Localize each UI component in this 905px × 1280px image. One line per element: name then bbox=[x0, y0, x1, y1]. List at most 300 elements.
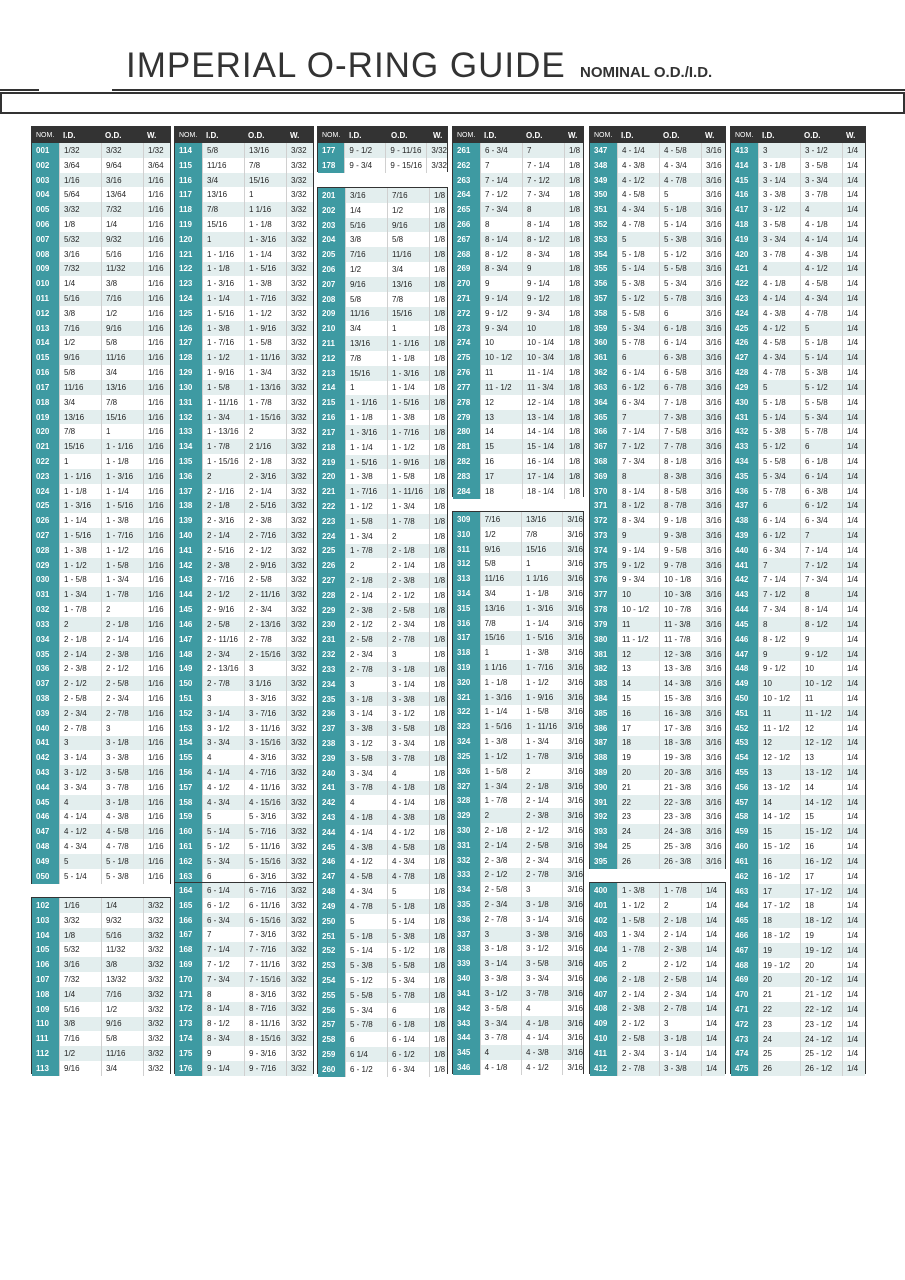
od-cell: 3 bbox=[387, 647, 429, 662]
table-row bbox=[32, 573, 170, 588]
od-cell: 5 - 3/8 bbox=[800, 365, 842, 380]
width-cell: 3/16 bbox=[562, 660, 583, 675]
table-row bbox=[32, 913, 170, 928]
width-cell: 3/32 bbox=[286, 691, 313, 706]
od-cell: 19 - 1/2 bbox=[800, 943, 842, 958]
table-row bbox=[590, 276, 725, 291]
od-cell: 1 - 1/8 bbox=[387, 351, 429, 366]
header-nom-cell: NOM. bbox=[594, 131, 613, 139]
width-cell: 3/32 bbox=[143, 1031, 170, 1046]
nom-cell: 379 bbox=[590, 617, 617, 632]
width-cell: 3/16 bbox=[701, 276, 725, 291]
od-cell: 19 bbox=[800, 928, 842, 943]
od-cell: 5 - 7/16 bbox=[244, 824, 286, 839]
table-row bbox=[175, 750, 313, 765]
table-row bbox=[318, 573, 447, 588]
width-cell: 1/16 bbox=[143, 513, 170, 528]
id-cell: 5 - 3/4 bbox=[345, 1003, 387, 1018]
nom-cell: 428 bbox=[731, 365, 758, 380]
nom-cell: 350 bbox=[590, 187, 617, 202]
width-cell: 1/8 bbox=[429, 425, 447, 440]
id-cell: 13 bbox=[617, 661, 659, 676]
table-row bbox=[590, 661, 725, 676]
width-cell: 1/4 bbox=[842, 987, 865, 1002]
table-row bbox=[318, 262, 447, 277]
table-row bbox=[175, 336, 313, 351]
width-cell: 3/32 bbox=[286, 439, 313, 454]
od-cell: 4 - 1/8 bbox=[521, 1016, 562, 1031]
width-cell: 3/32 bbox=[286, 927, 313, 942]
table-row bbox=[175, 424, 313, 439]
table-row bbox=[731, 439, 865, 454]
table-row bbox=[318, 558, 447, 573]
width-cell: 1/32 bbox=[143, 143, 170, 158]
width-cell: 1/4 bbox=[842, 854, 865, 869]
id-cell: 5 - 1/4 bbox=[345, 943, 387, 958]
id-cell: 3 - 1/8 bbox=[345, 692, 387, 707]
width-cell: 3/16 bbox=[701, 721, 725, 736]
table-row bbox=[32, 350, 170, 365]
nom-cell: 467 bbox=[731, 943, 758, 958]
id-cell: 6 bbox=[617, 350, 659, 365]
od-cell: 4 - 1/4 bbox=[521, 1030, 562, 1045]
table-row bbox=[590, 306, 725, 321]
width-cell: 3/32 bbox=[286, 350, 313, 365]
nom-cell: 431 bbox=[731, 410, 758, 425]
id-cell: 6 - 1/4 bbox=[758, 513, 800, 528]
table-row bbox=[590, 957, 725, 972]
id-cell: 1 - 1/4 bbox=[345, 440, 387, 455]
width-cell: 1/8 bbox=[429, 440, 447, 455]
nom-cell: 392 bbox=[590, 810, 617, 825]
nom-cell: 234 bbox=[318, 677, 345, 692]
od-cell: 3 bbox=[659, 1016, 701, 1031]
width-cell: 3/32 bbox=[286, 173, 313, 188]
nom-cell: 334 bbox=[453, 882, 480, 897]
od-cell: 5 - 11/16 bbox=[244, 839, 286, 854]
id-cell: 5 bbox=[617, 232, 659, 247]
od-cell: 10 bbox=[522, 321, 564, 336]
id-cell: 2 - 1/8 bbox=[345, 573, 387, 588]
nom-cell: 012 bbox=[32, 306, 59, 321]
width-cell: 3/32 bbox=[286, 957, 313, 972]
table-row bbox=[590, 987, 725, 1002]
id-cell: 2 - 1/8 bbox=[59, 632, 101, 647]
od-cell: 20 bbox=[800, 958, 842, 973]
width-cell: 1/8 bbox=[429, 218, 447, 233]
id-cell: 1/2 bbox=[345, 262, 387, 277]
table-row bbox=[731, 528, 865, 543]
header-width-cell: W. bbox=[705, 130, 715, 140]
table-row bbox=[175, 143, 313, 158]
nom-cell: 324 bbox=[453, 734, 480, 749]
id-cell: 5/64 bbox=[59, 187, 101, 202]
nom-cell: 444 bbox=[731, 602, 758, 617]
nom-cell: 336 bbox=[453, 912, 480, 927]
width-cell: 1/4 bbox=[842, 499, 865, 514]
width-cell: 1/8 bbox=[429, 410, 447, 425]
id-cell: 3 - 1/4 bbox=[59, 750, 101, 765]
id-cell: 5/16 bbox=[345, 218, 387, 233]
table-row bbox=[590, 262, 725, 277]
od-cell: 3 - 1/8 bbox=[101, 736, 143, 751]
id-cell: 3 - 1/2 bbox=[59, 765, 101, 780]
od-cell: 5 - 3/8 bbox=[659, 232, 701, 247]
od-cell: 5 - 3/4 bbox=[800, 410, 842, 425]
od-cell: 18 - 1/2 bbox=[800, 913, 842, 928]
width-cell: 3/16 bbox=[562, 882, 583, 897]
id-cell: 1 - 5/16 bbox=[480, 719, 521, 734]
table-row bbox=[453, 705, 583, 720]
nom-cell: 370 bbox=[590, 484, 617, 499]
table-row bbox=[318, 632, 447, 647]
table-row bbox=[175, 987, 313, 1002]
table-group bbox=[452, 511, 584, 1074]
id-cell: 1 - 9/16 bbox=[202, 365, 244, 380]
table-group bbox=[452, 126, 584, 497]
width-cell: 1/8 bbox=[429, 958, 447, 973]
od-cell: 6 - 1/8 bbox=[659, 321, 701, 336]
id-cell: 1 - 1/8 bbox=[345, 410, 387, 425]
od-cell: 7 - 3/8 bbox=[659, 410, 701, 425]
width-cell: 3/16 bbox=[701, 187, 725, 202]
od-cell: 22 - 1/2 bbox=[800, 1002, 842, 1017]
id-cell: 5/32 bbox=[59, 232, 101, 247]
table-row bbox=[590, 454, 725, 469]
header-rule-left bbox=[0, 89, 39, 91]
id-cell: 9 - 1/2 bbox=[480, 306, 522, 321]
id-cell: 1 - 1/4 bbox=[480, 705, 521, 720]
od-cell: 7 - 7/16 bbox=[244, 942, 286, 957]
table-row bbox=[318, 232, 447, 247]
nom-cell: 460 bbox=[731, 839, 758, 854]
nom-cell: 262 bbox=[453, 158, 480, 173]
nom-cell: 111 bbox=[32, 1031, 59, 1046]
table-row bbox=[175, 736, 313, 751]
id-cell: 7 - 1/4 bbox=[480, 173, 522, 188]
id-cell: 8 bbox=[758, 617, 800, 632]
nom-cell: 137 bbox=[175, 484, 202, 499]
header-od-cell: O.D. bbox=[391, 130, 408, 140]
width-cell: 3/16 bbox=[701, 321, 725, 336]
od-cell: 9 - 3/16 bbox=[244, 1046, 286, 1061]
table-row bbox=[731, 824, 865, 839]
nom-cell: 376 bbox=[590, 573, 617, 588]
od-cell: 2 - 1/8 bbox=[521, 779, 562, 794]
id-cell: 5 - 3/4 bbox=[617, 321, 659, 336]
nom-cell: 105 bbox=[32, 942, 59, 957]
table-row bbox=[731, 306, 865, 321]
od-cell: 2 - 1/8 bbox=[244, 454, 286, 469]
width-cell: 3/32 bbox=[286, 202, 313, 217]
table-row bbox=[731, 780, 865, 795]
od-cell: 6 - 1/2 bbox=[800, 499, 842, 514]
id-cell: 7/16 bbox=[59, 321, 101, 336]
od-cell: 4 - 7/8 bbox=[659, 173, 701, 188]
id-cell: 6 - 3/4 bbox=[617, 395, 659, 410]
table-row bbox=[32, 928, 170, 943]
nom-cell: 362 bbox=[590, 365, 617, 380]
width-cell: 3/16 bbox=[701, 513, 725, 528]
width-cell: 3/32 bbox=[286, 513, 313, 528]
id-cell: 18 bbox=[758, 913, 800, 928]
nom-cell: 007 bbox=[32, 232, 59, 247]
width-cell: 3/32 bbox=[143, 942, 170, 957]
nom-cell: 355 bbox=[590, 262, 617, 277]
table-row bbox=[731, 350, 865, 365]
od-cell: 3/8 bbox=[101, 957, 143, 972]
table-row bbox=[590, 513, 725, 528]
id-cell: 5/32 bbox=[59, 942, 101, 957]
nom-cell: 026 bbox=[32, 513, 59, 528]
id-cell: 7 bbox=[617, 410, 659, 425]
table-row bbox=[731, 365, 865, 380]
table-row bbox=[731, 884, 865, 899]
table-row bbox=[32, 1046, 170, 1061]
od-cell: 3 - 5/8 bbox=[101, 765, 143, 780]
id-cell: 1 - 3/4 bbox=[480, 779, 521, 794]
header-id-cell: I.D. bbox=[206, 130, 219, 140]
od-cell: 25 - 3/8 bbox=[659, 839, 701, 854]
width-cell: 3/32 bbox=[286, 647, 313, 662]
nom-cell: 241 bbox=[318, 781, 345, 796]
id-cell: 1 - 3/8 bbox=[202, 321, 244, 336]
nom-cell: 265 bbox=[453, 202, 480, 217]
table-row bbox=[32, 676, 170, 691]
od-cell: 11/32 bbox=[101, 262, 143, 277]
od-cell: 2 - 3/4 bbox=[244, 602, 286, 617]
od-cell: 10 - 7/8 bbox=[659, 602, 701, 617]
od-cell: 8 - 3/8 bbox=[659, 469, 701, 484]
width-cell: 3/16 bbox=[562, 705, 583, 720]
width-cell: 1/16 bbox=[143, 721, 170, 736]
nom-cell: 020 bbox=[32, 424, 59, 439]
nom-cell: 340 bbox=[453, 971, 480, 986]
width-cell: 1/4 bbox=[842, 350, 865, 365]
table-group bbox=[589, 126, 726, 869]
id-cell: 13/16 bbox=[202, 187, 244, 202]
table-row bbox=[590, 336, 725, 351]
width-cell: 3/32 bbox=[286, 247, 313, 262]
od-cell: 7/16 bbox=[387, 188, 429, 203]
nom-cell: 040 bbox=[32, 721, 59, 736]
id-cell: 1 - 1/4 bbox=[202, 291, 244, 306]
id-cell: 7/8 bbox=[59, 424, 101, 439]
nom-cell: 175 bbox=[175, 1046, 202, 1061]
table-row bbox=[590, 706, 725, 721]
nom-cell: 024 bbox=[32, 484, 59, 499]
width-cell: 1/8 bbox=[429, 307, 447, 322]
table-row bbox=[32, 1017, 170, 1032]
width-cell: 3/16 bbox=[701, 617, 725, 632]
width-cell: 1/16 bbox=[143, 543, 170, 558]
width-cell: 3/32 bbox=[286, 158, 313, 173]
od-cell: 15 - 3/8 bbox=[659, 691, 701, 706]
id-cell: 5 - 3/8 bbox=[345, 958, 387, 973]
table-body bbox=[453, 143, 583, 499]
nom-cell: 335 bbox=[453, 897, 480, 912]
table-row bbox=[590, 780, 725, 795]
width-cell: 3/16 bbox=[562, 749, 583, 764]
nom-cell: 244 bbox=[318, 825, 345, 840]
table-row bbox=[453, 262, 583, 277]
od-cell: 5 - 7/8 bbox=[659, 291, 701, 306]
width-cell: 1/8 bbox=[429, 677, 447, 692]
id-cell: 3/16 bbox=[345, 188, 387, 203]
width-cell: 3/16 bbox=[701, 706, 725, 721]
table-row bbox=[453, 291, 583, 306]
width-cell: 1/8 bbox=[429, 781, 447, 796]
header-od-cell: O.D. bbox=[663, 130, 680, 140]
table-row bbox=[590, 439, 725, 454]
id-cell: 5 - 1/8 bbox=[345, 929, 387, 944]
nom-cell: 400 bbox=[590, 883, 617, 898]
id-cell: 1 - 3/8 bbox=[480, 734, 521, 749]
table-row bbox=[175, 913, 313, 928]
width-cell: 3/16 bbox=[562, 838, 583, 853]
nom-cell: 123 bbox=[175, 276, 202, 291]
width-cell: 1/4 bbox=[842, 158, 865, 173]
width-cell: 1/4 bbox=[842, 676, 865, 691]
nom-cell: 256 bbox=[318, 1003, 345, 1018]
nom-cell: 434 bbox=[731, 454, 758, 469]
od-cell: 20 - 3/8 bbox=[659, 765, 701, 780]
table-row bbox=[590, 232, 725, 247]
id-cell: 4 - 3/4 bbox=[758, 350, 800, 365]
nom-cell: 157 bbox=[175, 780, 202, 795]
table-row bbox=[175, 927, 313, 942]
nom-cell: 310 bbox=[453, 527, 480, 542]
od-cell: 1/4 bbox=[101, 898, 143, 913]
id-cell: 4 bbox=[758, 262, 800, 277]
nom-cell: 156 bbox=[175, 765, 202, 780]
table-row bbox=[590, 187, 725, 202]
nom-cell: 030 bbox=[32, 573, 59, 588]
id-cell: 1 - 3/4 bbox=[202, 410, 244, 425]
od-cell: 15/16 bbox=[387, 307, 429, 322]
nom-cell: 242 bbox=[318, 795, 345, 810]
table-row bbox=[32, 484, 170, 499]
width-cell: 3/32 bbox=[286, 573, 313, 588]
od-cell: 3 - 7/8 bbox=[800, 187, 842, 202]
id-cell: 20 bbox=[617, 765, 659, 780]
nom-cell: 140 bbox=[175, 528, 202, 543]
table-row bbox=[453, 1001, 583, 1016]
od-cell: 2 - 1/8 bbox=[387, 544, 429, 559]
width-cell: 3/32 bbox=[286, 484, 313, 499]
id-cell: 2 - 5/8 bbox=[480, 882, 521, 897]
table-row bbox=[175, 469, 313, 484]
width-cell: 3/32 bbox=[286, 721, 313, 736]
id-cell: 1 - 7/16 bbox=[345, 484, 387, 499]
od-cell: 9 bbox=[800, 632, 842, 647]
table-row bbox=[175, 232, 313, 247]
id-cell: 2 bbox=[480, 808, 521, 823]
id-cell: 15 bbox=[480, 439, 522, 454]
nom-cell: 167 bbox=[175, 927, 202, 942]
width-cell: 1/8 bbox=[429, 1032, 447, 1047]
od-cell: 10 - 3/8 bbox=[659, 587, 701, 602]
nom-cell: 465 bbox=[731, 913, 758, 928]
id-cell: 5 - 1/2 bbox=[617, 291, 659, 306]
table-row bbox=[590, 380, 725, 395]
id-cell: 14 bbox=[480, 424, 522, 439]
table-row bbox=[453, 912, 583, 927]
nom-cell: 168 bbox=[175, 942, 202, 957]
table-row bbox=[175, 839, 313, 854]
table-row bbox=[453, 232, 583, 247]
id-cell: 5 - 5/8 bbox=[758, 454, 800, 469]
id-cell: 5 - 3/4 bbox=[758, 469, 800, 484]
table-row bbox=[731, 676, 865, 691]
width-cell: 3/32 bbox=[286, 942, 313, 957]
od-cell: 1 - 1/8 bbox=[101, 454, 143, 469]
id-cell: 1 - 1/2 bbox=[202, 350, 244, 365]
id-cell: 8 bbox=[480, 217, 522, 232]
nom-cell: 317 bbox=[453, 631, 480, 646]
width-cell: 3/32 bbox=[286, 898, 313, 913]
nom-cell: 050 bbox=[32, 869, 59, 884]
table-row bbox=[32, 499, 170, 514]
id-cell: 4 - 3/4 bbox=[59, 839, 101, 854]
od-cell: 4 - 3/8 bbox=[101, 810, 143, 825]
id-cell: 1 bbox=[202, 232, 244, 247]
width-cell: 1/8 bbox=[429, 203, 447, 218]
table-row bbox=[731, 928, 865, 943]
nom-cell: 209 bbox=[318, 307, 345, 322]
table-group bbox=[317, 187, 448, 1074]
od-cell: 3 - 1/4 bbox=[387, 677, 429, 692]
table-row bbox=[731, 750, 865, 765]
od-cell: 9 bbox=[522, 262, 564, 277]
table-row bbox=[175, 1002, 313, 1017]
table-row bbox=[731, 217, 865, 232]
width-cell: 3/16 bbox=[701, 291, 725, 306]
table-row bbox=[731, 736, 865, 751]
table-row bbox=[453, 336, 583, 351]
nom-cell: 130 bbox=[175, 380, 202, 395]
nom-cell: 135 bbox=[175, 454, 202, 469]
table-row bbox=[318, 795, 447, 810]
table-row bbox=[453, 1060, 583, 1075]
id-cell: 7 - 1/2 bbox=[480, 187, 522, 202]
nom-cell: 386 bbox=[590, 721, 617, 736]
table-row bbox=[175, 883, 313, 898]
width-cell: 1/4 bbox=[842, 306, 865, 321]
od-cell: 1 - 11/16 bbox=[244, 350, 286, 365]
id-cell: 1 - 7/16 bbox=[202, 336, 244, 351]
id-cell: 4 - 1/2 bbox=[758, 321, 800, 336]
id-cell: 2 - 11/16 bbox=[202, 632, 244, 647]
id-cell: 1/4 bbox=[59, 276, 101, 291]
nom-cell: 359 bbox=[590, 321, 617, 336]
od-cell: 3 - 15/16 bbox=[244, 736, 286, 751]
nom-cell: 133 bbox=[175, 424, 202, 439]
id-cell: 1 - 3/4 bbox=[617, 927, 659, 942]
nom-cell: 148 bbox=[175, 647, 202, 662]
table-row bbox=[318, 706, 447, 721]
table-row bbox=[731, 143, 865, 158]
nom-cell: 345 bbox=[453, 1045, 480, 1060]
table-row bbox=[731, 336, 865, 351]
table-row bbox=[590, 321, 725, 336]
table-row bbox=[453, 158, 583, 173]
od-cell: 6 - 1/8 bbox=[800, 454, 842, 469]
table-header bbox=[731, 127, 865, 143]
table-row bbox=[453, 1016, 583, 1031]
od-cell: 9 - 7/8 bbox=[659, 558, 701, 573]
od-cell: 1 - 3/4 bbox=[244, 365, 286, 380]
